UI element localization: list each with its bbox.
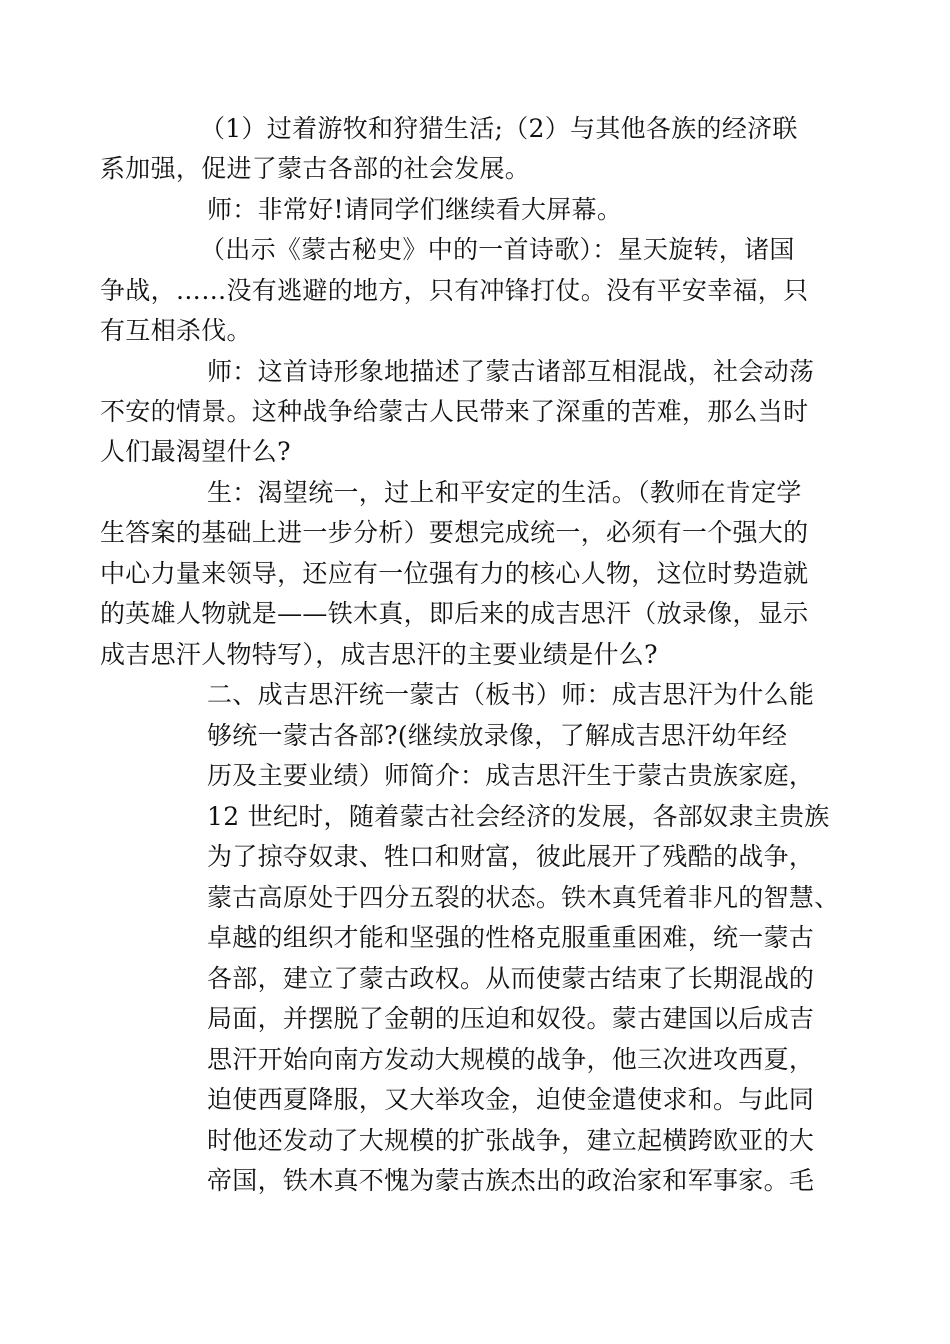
text-line: 师：非常好!请同学们继续看大屏幕。 [207,195,623,224]
text-line: （出示《蒙古秘史》中的一首诗歌）：星天旋转，诸国 [200,235,795,264]
text-line: 争战，……没有逃避的地方，只有冲锋打仗。没有平安幸福，只 [100,276,809,305]
text-line: 生：渴望统一，过上和平安定的生活。（教师在肯定学 [207,478,802,507]
text-line: 蒙古高原处于四分五裂的状态。铁木真凭着非凡的智慧、 [207,883,840,912]
text-line: （1）过着游牧和狩猎生活;（2）与其他各族的经济联 [200,114,798,143]
text-line: 人们最渴望什么? [100,437,291,466]
text-line: 够统一蒙古各部?(继续放录像，了解成吉思汗幼年经 [207,721,788,750]
text-line: 成吉思汗人物特写），成吉思汗的主要业绩是什么? [100,640,658,669]
text-line: 帝国，铁木真不愧为蒙古族杰出的政治家和军事家。毛 [207,1166,815,1195]
text-line: 思汗开始向南方发动大规模的战争，他三次进攻西夏， [207,1045,815,1074]
text-line: 各部，建立了蒙古政权。从而使蒙古结束了长期混战的 [207,964,815,993]
text-line: 时他还发动了大规模的扩张战争，建立起横跨欧亚的大 [207,1126,815,1155]
text-line: 卓越的组织才能和坚强的性格克服重重困难，统一蒙古 [207,923,815,952]
text-line: 师：这首诗形象地描述了蒙古诸部互相混战，社会动荡 [207,357,815,386]
text-line: 生答案的基础上进一步分析）要想完成统一，必须有一个强大的 [100,518,809,547]
text-line: 为了掠夺奴隶、牲口和财富，彼此展开了残酷的战争， [207,842,815,871]
text-line: 12 世纪时，随着蒙古社会经济的发展，各部奴隶主贵族 [207,802,830,831]
text-line: 迫使西夏降服，又大举攻金，迫使金遣使求和。与此同 [207,1085,815,1114]
text-line: 历及主要业绩）师简介：成吉思汗生于蒙古贵族家庭， [207,761,815,790]
text-line: 中心力量来领导，还应有一位强有力的核心人物，这位时势造就 [100,559,809,588]
text-line: 二、成吉思汗统一蒙古（板书）师：成吉思汗为什么能 [207,680,815,709]
text-line: 不安的情景。这种战争给蒙古人民带来了深重的苦难，那么当时 [100,397,809,426]
text-line: 的英雄人物就是——铁木真，即后来的成吉思汗（放录像，显示 [100,599,809,628]
text-line: 系加强，促进了蒙古各部的社会发展。 [100,154,531,183]
text-line: 局面，并摆脱了金朝的压迫和奴役。蒙古建国以后成吉 [207,1004,815,1033]
text-line: 有互相杀伐。 [100,316,252,345]
